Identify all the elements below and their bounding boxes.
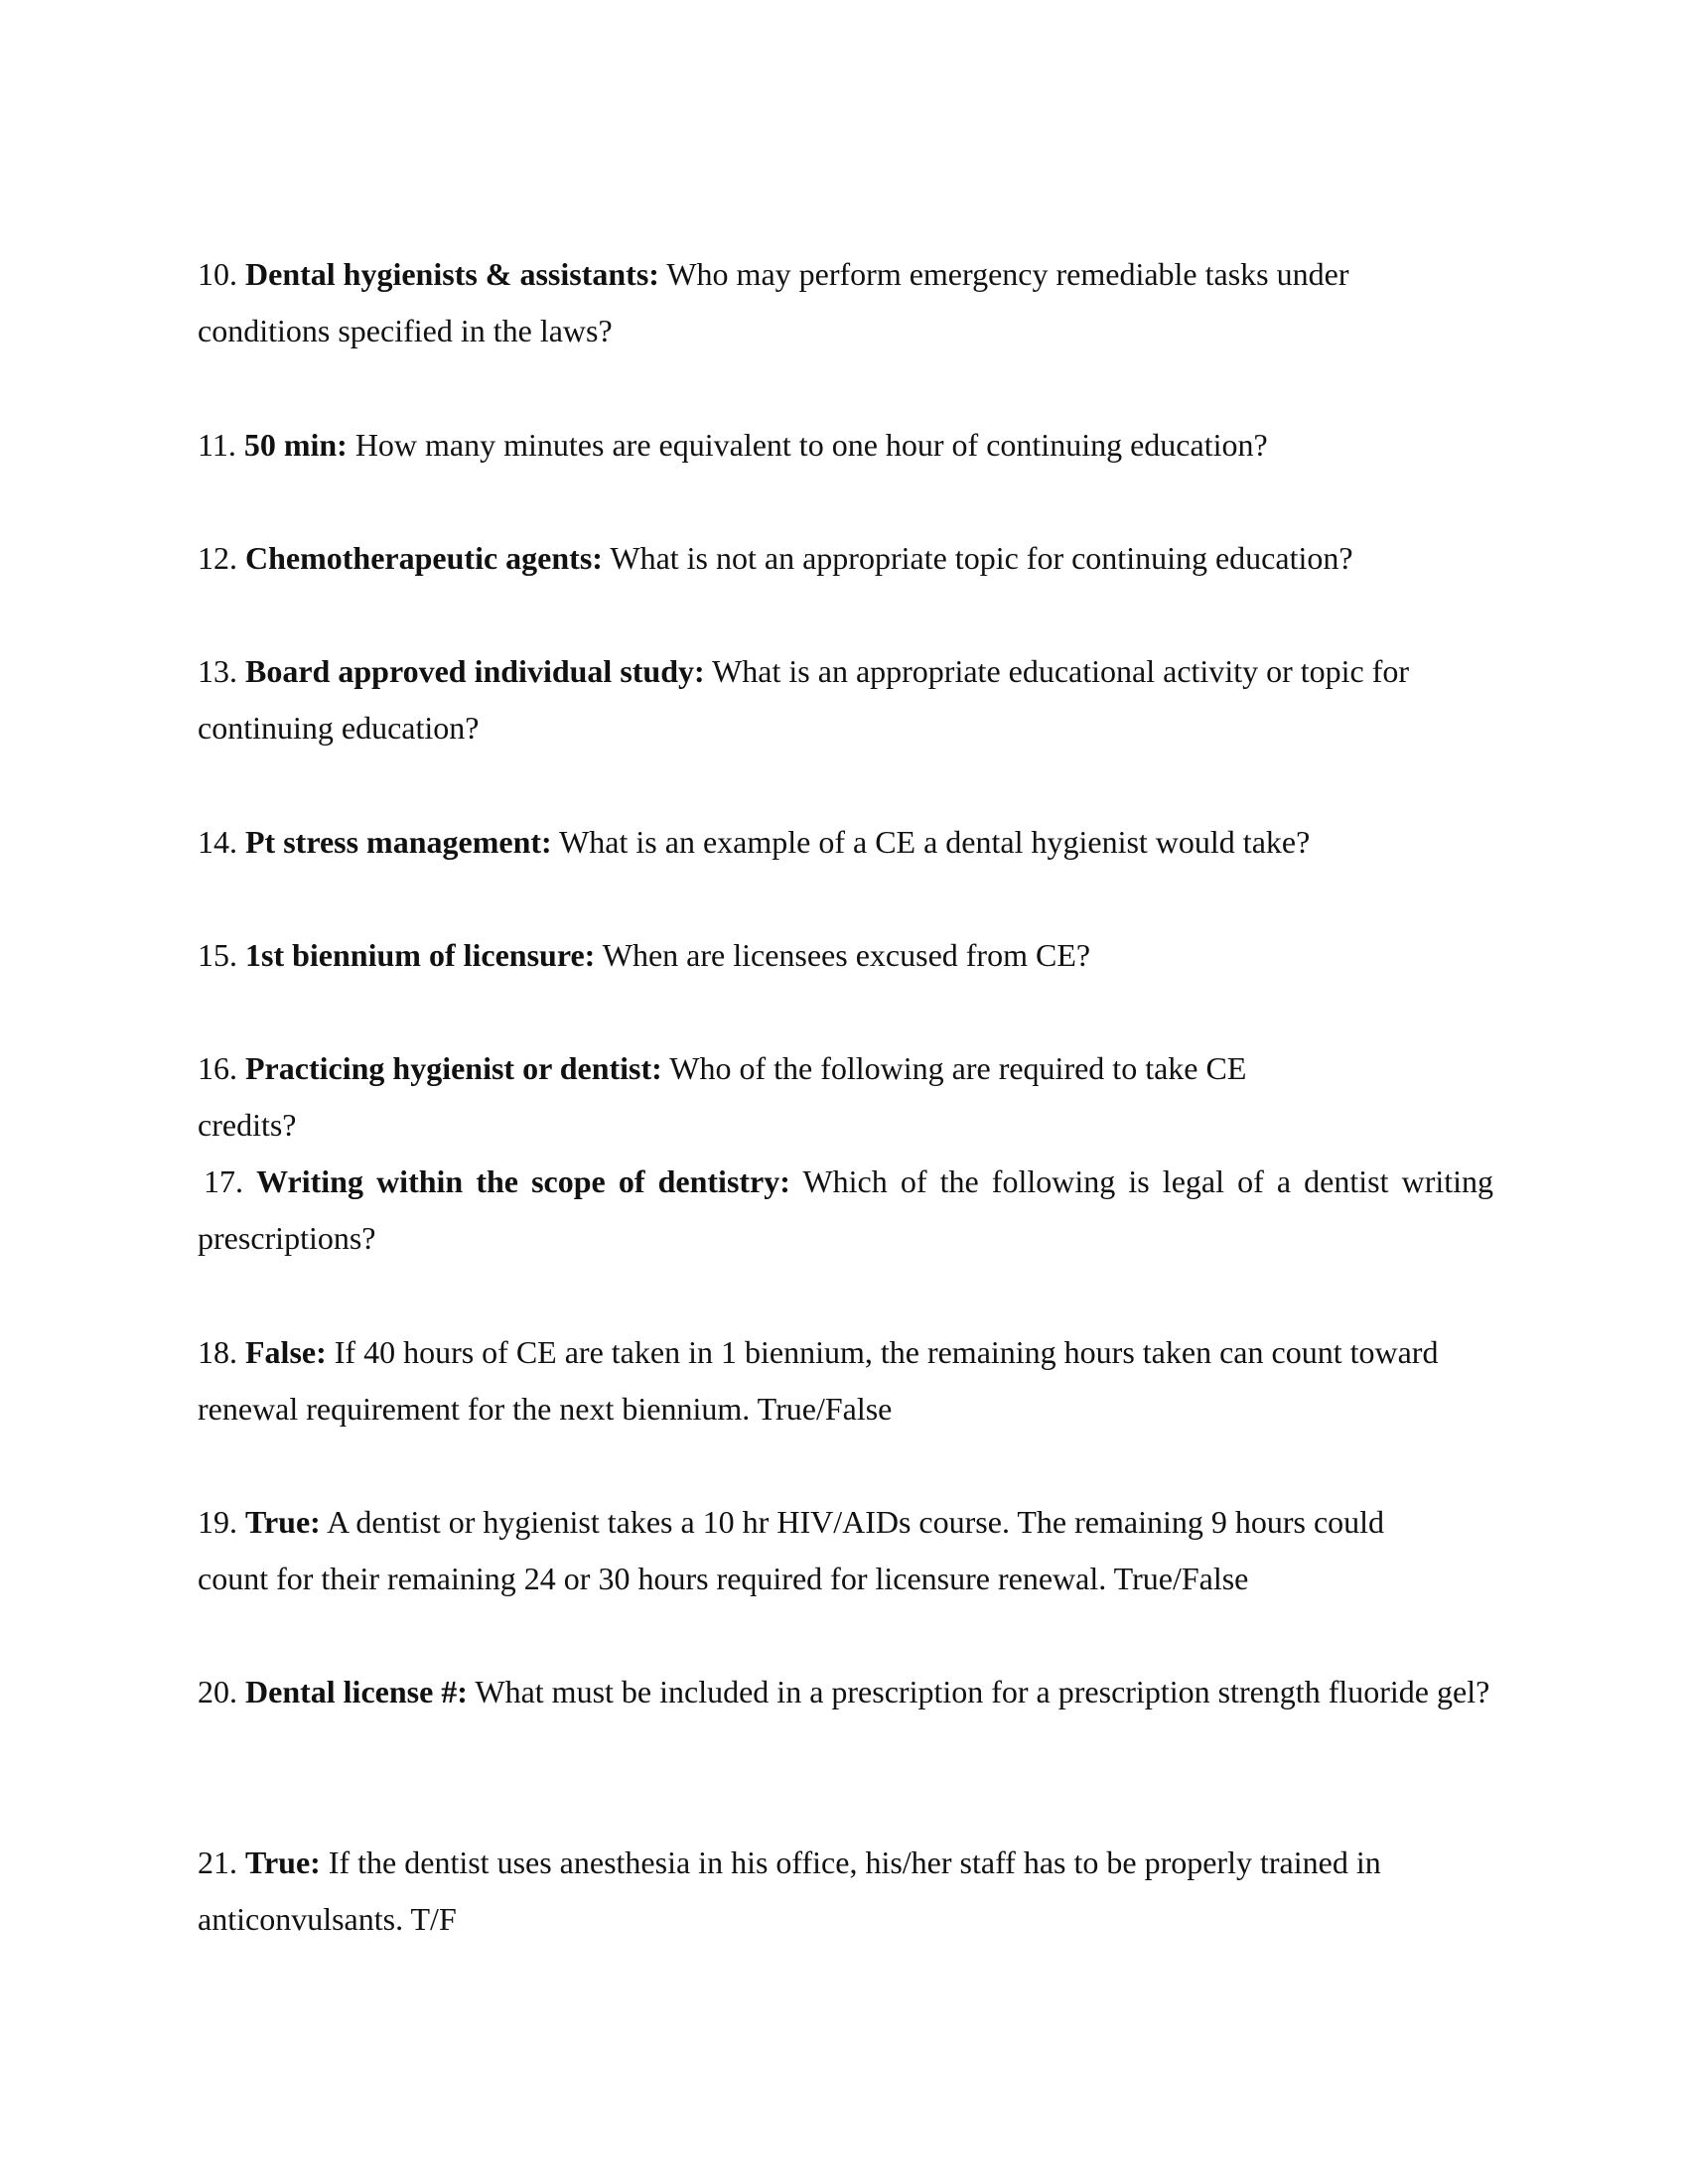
item-question: If 40 hours of CE are taken in 1 biennium, the remaining hours taken can count toward renewal requirement for the next biennium. True/False: [198, 1334, 1439, 1427]
item-question: If the dentist uses anesthesia in his office, his/her staff has to be properly trained in anticonvulsants. T/F: [198, 1844, 1381, 1937]
item-answer: False:: [245, 1334, 327, 1370]
qa-item-12: [198, 530, 1493, 587]
item-number: 17.: [204, 1163, 243, 1199]
item-question: How many minutes are equivalent to one hour of continuing education?: [354, 427, 1268, 463]
qa-item-16: [198, 1040, 1270, 1154]
item-number: 13.: [198, 653, 237, 689]
item-answer: 50 min:: [243, 427, 348, 463]
item-number: 21.: [198, 1844, 237, 1880]
item-answer: 1st biennium of licensure:: [245, 937, 596, 973]
item-answer: Board approved individual study:: [245, 653, 705, 689]
qa-item-20: [198, 1664, 1493, 1720]
qa-item-14: [198, 814, 1493, 871]
item-number: 14.: [198, 824, 237, 860]
item-number: 20.: [198, 1674, 237, 1709]
item-question: What is not an appropriate topic for continuing education?: [610, 540, 1353, 576]
item-answer: Pt stress management:: [245, 824, 552, 860]
item-question: When are licensees excused from CE?: [602, 937, 1091, 973]
item-number: 11.: [198, 427, 236, 463]
item-number: 10.: [198, 256, 237, 292]
item-question: What must be included in a prescription for a prescription strength fluoride gel?: [475, 1674, 1490, 1709]
qa-item-11: [198, 417, 1493, 474]
qa-item-17: [198, 1154, 1493, 1267]
item-question: What is an example of a CE a dental hygienist would take?: [559, 824, 1311, 860]
qa-item-19: [198, 1494, 1449, 1607]
item-number: 15.: [198, 937, 237, 973]
qa-item-18: [198, 1324, 1493, 1437]
item-question: Which of the following is legal of a dentist writing prescriptions?: [198, 1163, 1494, 1256]
qa-item-13: [198, 643, 1449, 756]
item-answer: True:: [245, 1844, 321, 1880]
item-answer: True:: [245, 1504, 321, 1540]
item-number: 12.: [198, 540, 237, 576]
qa-item-10: [198, 246, 1409, 359]
item-question: A dentist or hygienist takes a 10 hr HIV/AIDs course. The remaining 9 hours could count for their remaining 24 or 30 hours required for licensure renewal. True/False: [198, 1504, 1385, 1596]
qa-item-15: [198, 927, 1493, 984]
item-number: 19.: [198, 1504, 237, 1540]
item-answer: Chemotherapeutic agents:: [245, 540, 603, 576]
item-answer: Dental license #:: [245, 1674, 468, 1709]
item-answer: Writing within the scope of dentistry:: [256, 1163, 790, 1199]
item-question: What is an appropriate educational activity or topic for continuing education?: [198, 653, 1410, 746]
item-answer: Practicing hygienist or dentist:: [245, 1050, 662, 1086]
qa-item-21: [198, 1835, 1449, 1948]
item-question: Who may perform emergency remediable tasks under conditions specified in the laws?: [198, 256, 1349, 348]
item-number: 16.: [198, 1050, 237, 1086]
item-number: 18.: [198, 1334, 237, 1370]
item-answer: Dental hygienists & assistants:: [245, 256, 659, 292]
item-question: Who of the following are required to take CE credits?: [198, 1050, 1247, 1143]
